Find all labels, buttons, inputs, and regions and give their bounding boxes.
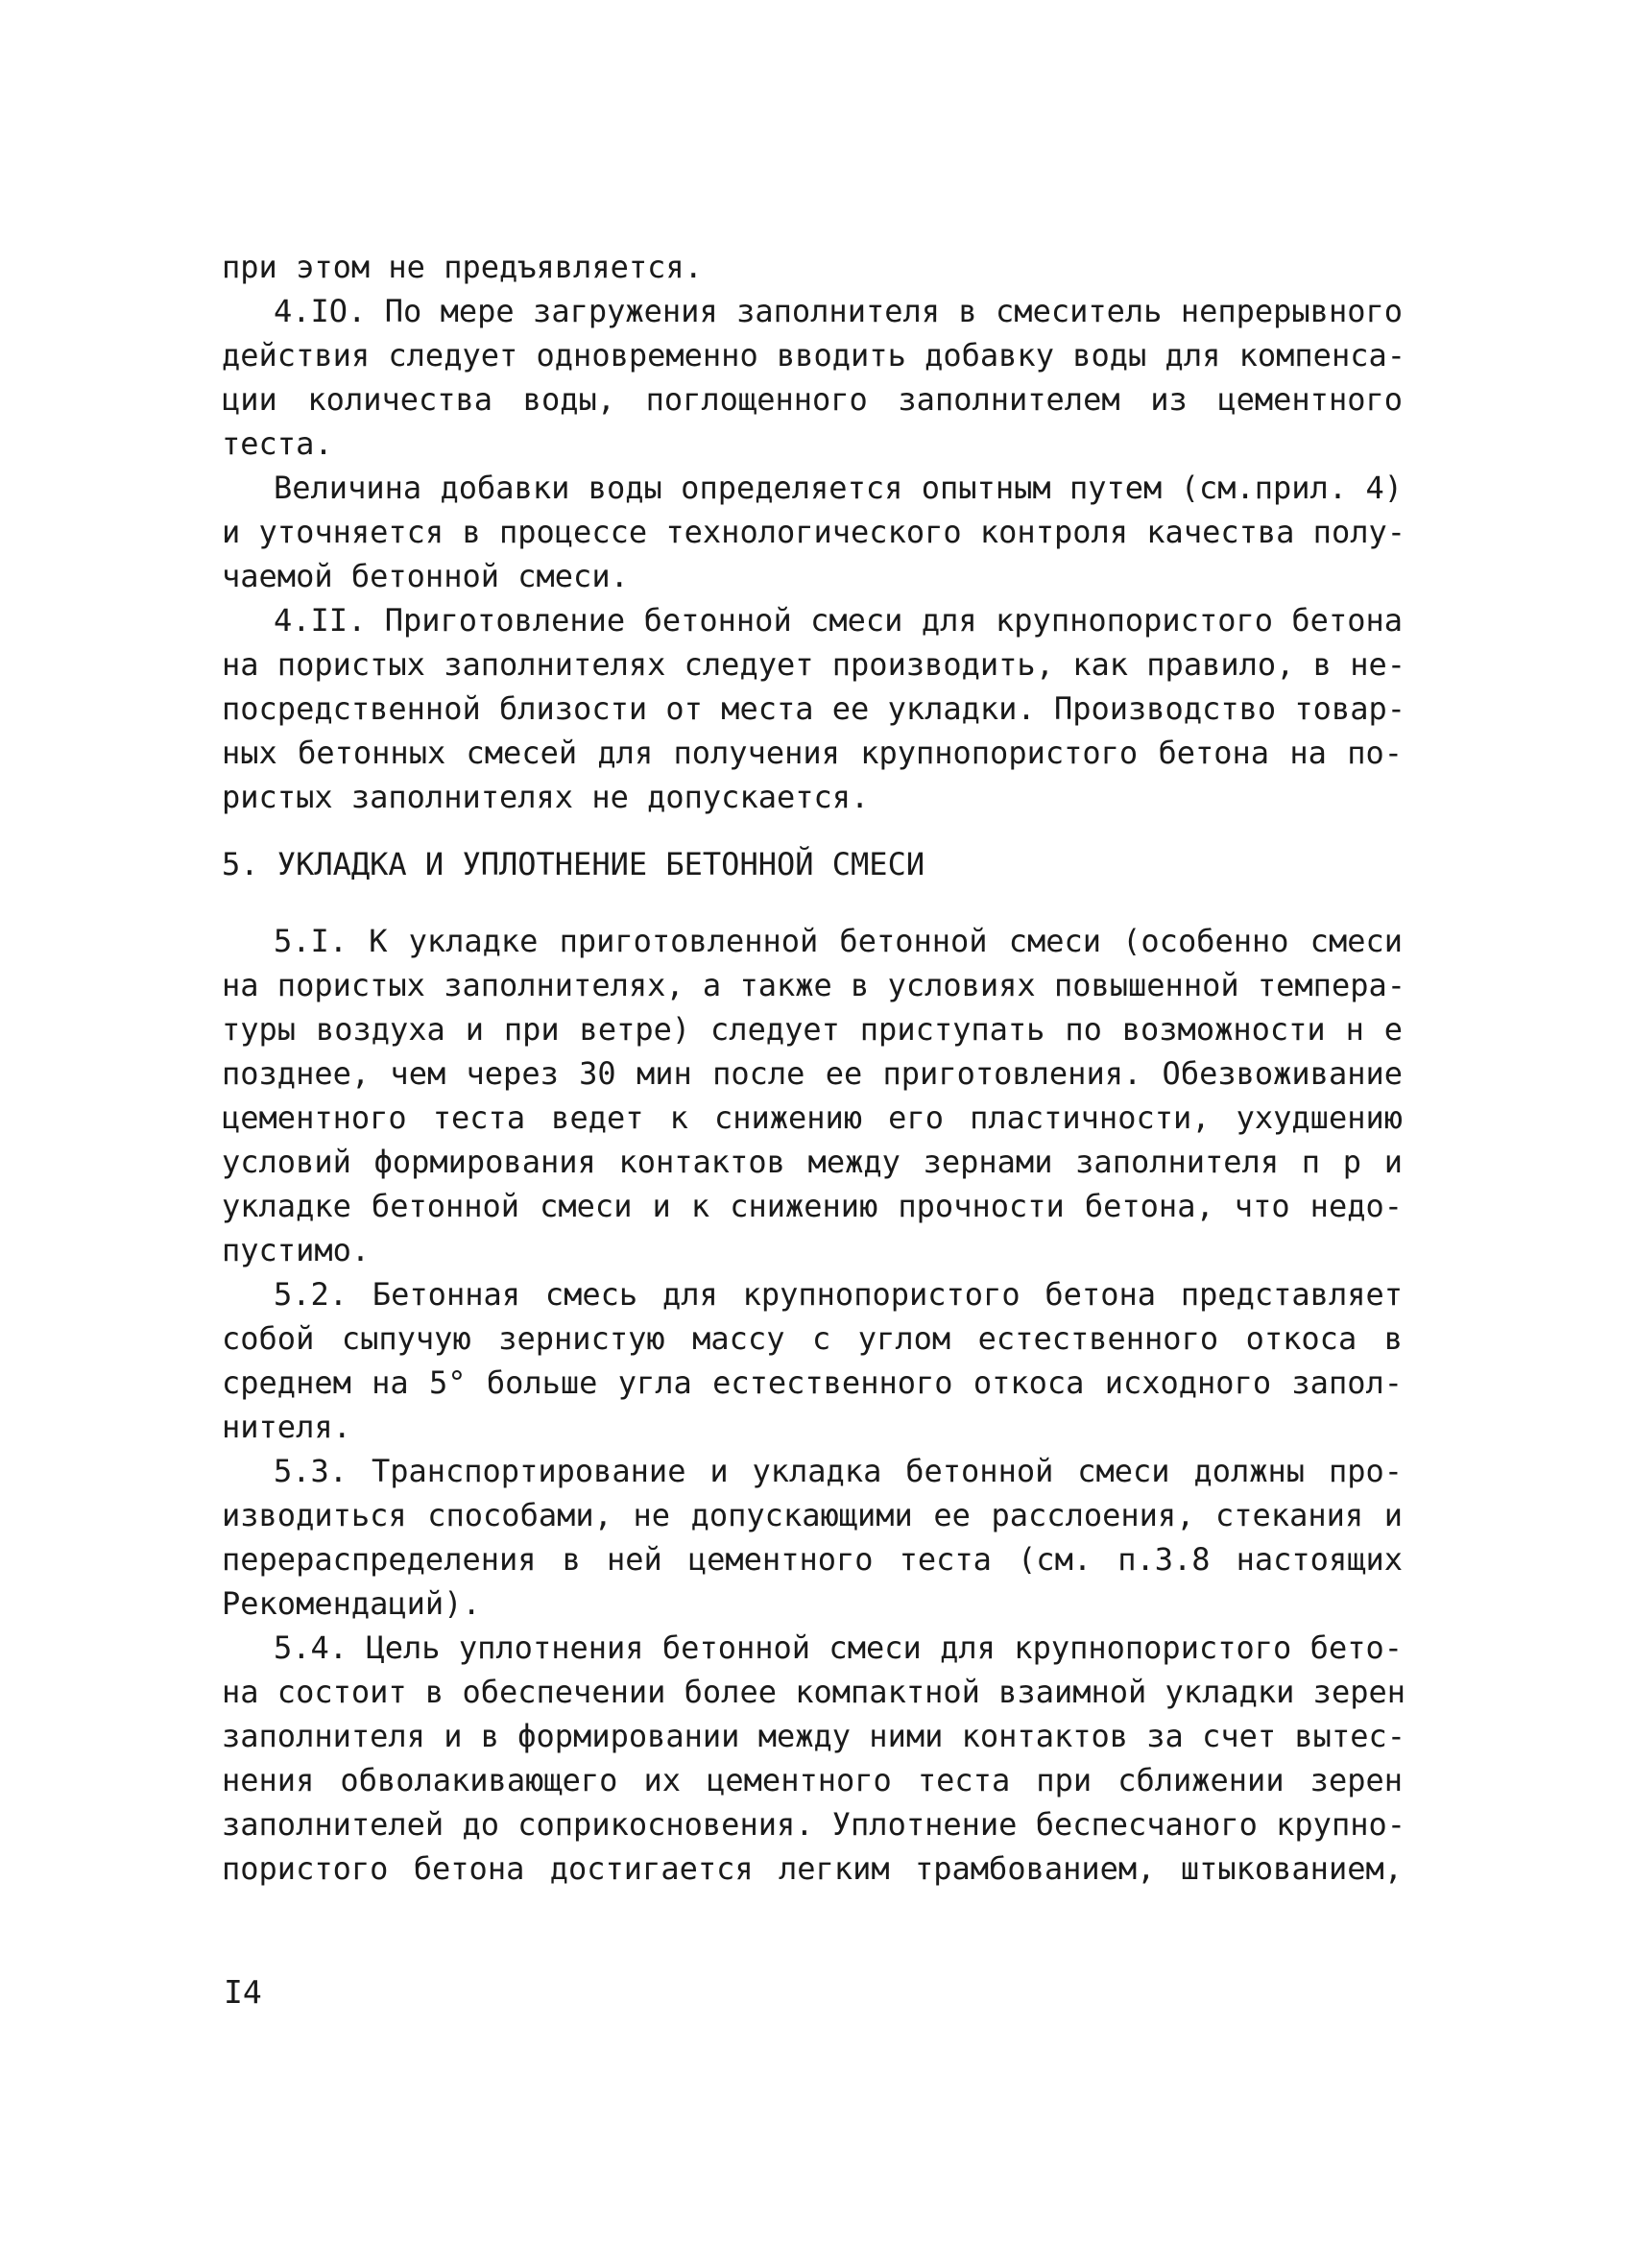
text-line: 4.II. Приготовление бетонной смеси для крупнопористого бетона [274, 602, 1403, 639]
text-line: 5.4. Цель уплотнения бетонной смеси для крупнопористого бето- [274, 1629, 1403, 1666]
text-line: изводиться способами, не допускающими ее расслоения, стекания и [222, 1497, 1403, 1533]
paragraph-4-10 [222, 289, 1403, 466]
text-line: туры воздуха и при ветре) следует приступать по возможности н е [222, 1011, 1403, 1048]
text-line: нителя. [222, 1409, 351, 1445]
text-line: условий формирования контактов между зернами заполнителя п р и [222, 1144, 1403, 1180]
text-line: ных бетонных смесей для получения крупнопористого бетона на по- [222, 735, 1403, 771]
text-line: 5.3. Транспортирование и укладка бетонной смеси должны про- [274, 1453, 1403, 1489]
text-line: пористого бетона достигается легким трамбованием, штыкованием, [222, 1850, 1403, 1887]
text-line: Рекомендаций). [222, 1585, 481, 1622]
paragraph-5-3 [222, 1449, 1403, 1626]
text-line: чаемой бетонной смеси. [222, 558, 629, 594]
text-line: на состоит в обеспечении более компактной взаимной укладки зерен [222, 1674, 1405, 1710]
text-line: собой сыпучую зернистую массу с углом естественного откоса в [222, 1320, 1403, 1357]
text-line: 5.2. Бетонная смесь для крупнопористого бетона представляет [274, 1276, 1403, 1313]
text-line: пустимо. [222, 1232, 371, 1268]
text-line: укладке бетонной смеси и к снижению прочности бетона, что недо- [222, 1188, 1403, 1224]
text-line: ции количества воды, поглощенного заполнителем из цементного [222, 381, 1403, 418]
section-heading: 5. УКЛАДКА И УПЛОТНЕНИЕ БЕТОННОЙ СМЕСИ [222, 846, 925, 882]
text-line: ристых заполнителях не допускается. [222, 779, 870, 815]
paragraph-continuation [222, 245, 1403, 289]
text-line: заполнителя и в формировании между ними контактов за счет вытес- [222, 1718, 1405, 1754]
paragraph-4-11 [222, 598, 1403, 819]
text-line: 4.IO. По мере загружения заполнителя в смеситель непрерывного [274, 293, 1403, 329]
text-line: позднее, чем через 30 мин после ее приготовления. Обезвоживание [222, 1055, 1403, 1092]
text-line: цементного теста ведет к снижению его пластичности, ухудшению [222, 1099, 1403, 1136]
text-line: нения обволакивающего их цементного теста при сближении зерен [222, 1762, 1403, 1798]
page-number: I4 [224, 1973, 262, 2011]
paragraph-5-1 [222, 919, 1403, 1272]
text-line: заполнителей до соприкосновения. Уплотнение беспесчаного крупно- [222, 1806, 1405, 1843]
text-line: и уточняется в процессе технологического контроля качества полу- [222, 514, 1405, 550]
page-body [222, 245, 1403, 1891]
text-line: посредственной близости от места ее укладки. Производство товар- [222, 690, 1405, 727]
text-line: при этом не предъявляется. [222, 249, 703, 285]
text-line: среднем на 5° больше угла естественного откоса исходного запол- [222, 1364, 1403, 1401]
paragraph-5-4 [222, 1626, 1403, 1891]
text-line: на пористых заполнителях следует производить, как правило, в не- [222, 646, 1405, 683]
text-line: теста. [222, 425, 333, 462]
text-line: действия следует одновременно вводить добавку воды для компенса- [222, 337, 1405, 374]
paragraph-water-dosage [222, 466, 1403, 598]
text-line: 5.I. К укладке приготовленной бетонной смеси (особенно смеси [274, 923, 1403, 959]
text-line: перераспределения в ней цементного теста (см. п.3.8 настоящих [222, 1541, 1403, 1578]
paragraph-5-2 [222, 1272, 1403, 1449]
text-line: Величина добавки воды определяется опытным путем (см.прил. 4) [274, 470, 1403, 506]
text-line: на пористых заполнителях, а также в условиях повышенной темпера- [222, 967, 1405, 1003]
